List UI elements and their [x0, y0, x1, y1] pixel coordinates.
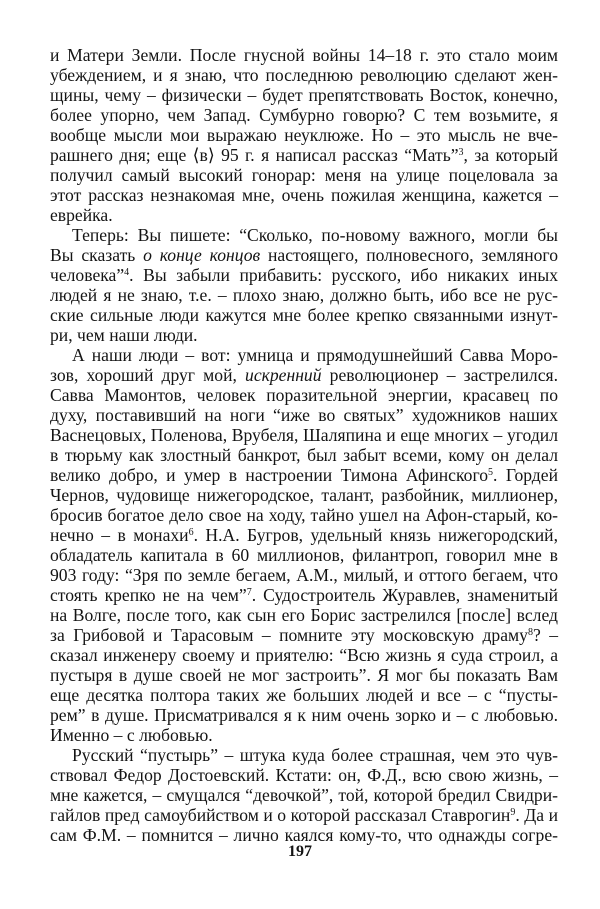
text-segment: и Матери Земли. После гнусной войны 14–18 г. это стало моим	[50, 45, 558, 65]
text-line	[50, 665, 558, 685]
text-segment: Именно – с любовью.	[50, 725, 213, 745]
footnote-ref: 9	[510, 807, 516, 818]
text-line	[50, 705, 558, 725]
text-line	[50, 125, 558, 145]
text-segment: ри, чем наши люди.	[50, 325, 198, 345]
text-segment: настоящего, полновесного, земляного	[260, 245, 558, 265]
text-line	[50, 605, 558, 625]
text-line	[50, 585, 558, 605]
text-segment: . Судостроитель Журавлев, знаменитый	[251, 585, 558, 605]
text-segment: обладатель капитала в 60 миллионов, филантроп, говорил мне в	[50, 545, 558, 565]
text-line	[50, 425, 558, 445]
text-segment: Теперь: Вы пишете: “Сколько, по-новому важного, могли бы	[72, 225, 558, 245]
text-segment: человека”	[50, 265, 125, 285]
text-segment: Вы сказать	[50, 245, 144, 265]
text-segment: более упорно, чем Запад. Сумбурно говорю? С тем возьмите, я	[50, 105, 558, 125]
text-line	[50, 485, 558, 505]
text-segment: . Н.А. Бугров, удельный князь нижегородский,	[193, 525, 558, 545]
text-line	[50, 85, 558, 105]
text-line	[50, 765, 558, 785]
text-line	[50, 185, 558, 205]
text-segment: получил самый высокий гонорар: меня на улице поцеловала за	[50, 165, 558, 185]
text-line	[50, 445, 558, 465]
text-line	[50, 105, 558, 125]
page-number: 197	[288, 843, 312, 860]
footnote-ref: 6	[188, 527, 194, 538]
text-line	[50, 345, 558, 365]
text-line	[50, 365, 558, 385]
text-segment: рашнего дня; еще ⟨в⟩ 95 г. я написал рассказ “Мать”	[50, 145, 459, 165]
text-segment: Савва Мамонтов, человек поразительной энергии, красавец по	[50, 385, 558, 405]
text-segment: за Грибовой и Тарасовым – помните эту московскую драму	[50, 625, 528, 645]
text-line	[50, 505, 558, 525]
text-segment: щины, чему – физически – будет препятствовать Восток, конечно,	[50, 85, 558, 105]
text-line	[50, 625, 558, 645]
text-line	[50, 805, 558, 825]
text-line	[50, 245, 558, 265]
text-segment: сказал инженеру своему и приятелю: “Всю жизнь я суда строил, а	[50, 645, 558, 665]
footnote-ref: 5	[488, 467, 494, 478]
text-line	[50, 645, 558, 665]
text-line	[50, 405, 558, 425]
footnote-ref: 8	[527, 627, 533, 638]
text-segment: . Да и	[515, 805, 558, 825]
italic-text: искренний	[245, 365, 322, 385]
text-segment: зов, хороший друг мой,	[50, 365, 246, 385]
text-line	[50, 145, 558, 165]
text-segment: гайлов пред самоубийством и о которой рассказал Ставрогин	[50, 805, 511, 825]
text-segment: Васнецовых, Поленова, Врубеля, Шаляпина и еще многих – угодил	[50, 425, 558, 445]
text-segment: пустыря в душе своей не мог застроить”. Я мог бы показать Вам	[50, 665, 558, 685]
body-text	[50, 45, 558, 845]
text-segment: 903 году: “Зря по земле бегаем, А.М., милый, и оттого бегаем, что	[50, 565, 558, 585]
text-line	[50, 725, 558, 745]
text-segment: ствовал Федор Достоевский. Кстати: он, Ф.Д., всю свою жизнь, –	[50, 765, 558, 785]
text-line	[50, 685, 558, 705]
text-segment: Русский “пустырь” – штука куда более страшная, чем это чув-	[72, 745, 558, 765]
text-line	[50, 745, 558, 765]
text-line	[50, 165, 558, 185]
text-line	[50, 265, 558, 285]
text-segment: А наши люди – вот: умница и прямодушнейший Савва Моро-	[72, 345, 558, 365]
text-line	[50, 545, 558, 565]
text-segment: нечно – в монахи	[50, 525, 189, 545]
text-segment: революционер – застрелился.	[321, 365, 558, 385]
text-segment: мне кажется, – смущался “девочкой”, той, которой бредил Свидри-	[50, 785, 558, 805]
text-line	[50, 285, 558, 305]
text-line	[50, 565, 558, 585]
text-segment: велико добро, и умер в настроении Тимона Афинского	[50, 465, 489, 485]
text-segment: рем” в душе. Присматривался я к ним очень зорко и – с любовью.	[50, 705, 558, 725]
text-line	[50, 325, 558, 345]
text-segment: на Волге, после того, как сын его Борис застрелился [после] вслед	[50, 605, 558, 625]
text-segment: Чернов, чудовище нижегородское, талант, разбойник, миллионер,	[50, 485, 558, 505]
text-segment: . Гордей	[493, 465, 558, 485]
footnote-ref: 3	[458, 147, 464, 158]
text-segment: , за который	[463, 145, 558, 165]
text-segment: убеждением, и я знаю, что последнюю революцию сделают жен-	[50, 65, 558, 85]
text-line	[50, 205, 558, 225]
text-segment: стоять крепко не на чем”	[50, 585, 247, 605]
footnote-ref: 7	[246, 587, 252, 598]
text-segment: бросив богатое дело свое на ходу, тайно ушел на Афон-старый, ко-	[50, 505, 558, 525]
footnote-ref: 4	[124, 267, 130, 278]
text-segment: ские сильные люди кажутся мне более крепко связанными изнут-	[50, 305, 558, 325]
text-segment: еще десятка полтора таких же больших людей и все – с “пусты-	[50, 685, 558, 705]
text-line	[50, 225, 558, 245]
text-segment: этот рассказ незнакомая мне, очень пожилая женщина, кажется –	[50, 185, 558, 205]
text-line	[50, 785, 558, 805]
text-segment: . Вы забыли прибавить: русского, ибо никаких иных	[129, 265, 558, 285]
text-line	[50, 465, 558, 485]
text-line	[50, 825, 558, 845]
text-line	[50, 45, 558, 65]
text-line	[50, 65, 558, 85]
italic-text: о конце концов	[143, 245, 261, 265]
text-line	[50, 525, 558, 545]
text-segment: сам Ф.М. – помнится – лично каялся кому-то, что однажды согре-	[50, 825, 558, 845]
text-line	[50, 385, 558, 405]
text-segment: вообще мысли мои выражаю неуклюже. Но – это мысль не вче-	[50, 125, 558, 145]
text-line	[50, 305, 558, 325]
text-segment: в тюрьму как злостный банкрот, был забыт всеми, кому он делал	[50, 445, 558, 465]
text-segment: людей я не знаю, т.е. – плохо знаю, должно быть, ибо все не рус-	[50, 285, 558, 305]
text-segment: ? –	[532, 625, 558, 645]
text-segment: духу, поставивший на ноги “иже во святых” художников наших	[50, 405, 558, 425]
text-segment: еврейка.	[50, 205, 113, 225]
